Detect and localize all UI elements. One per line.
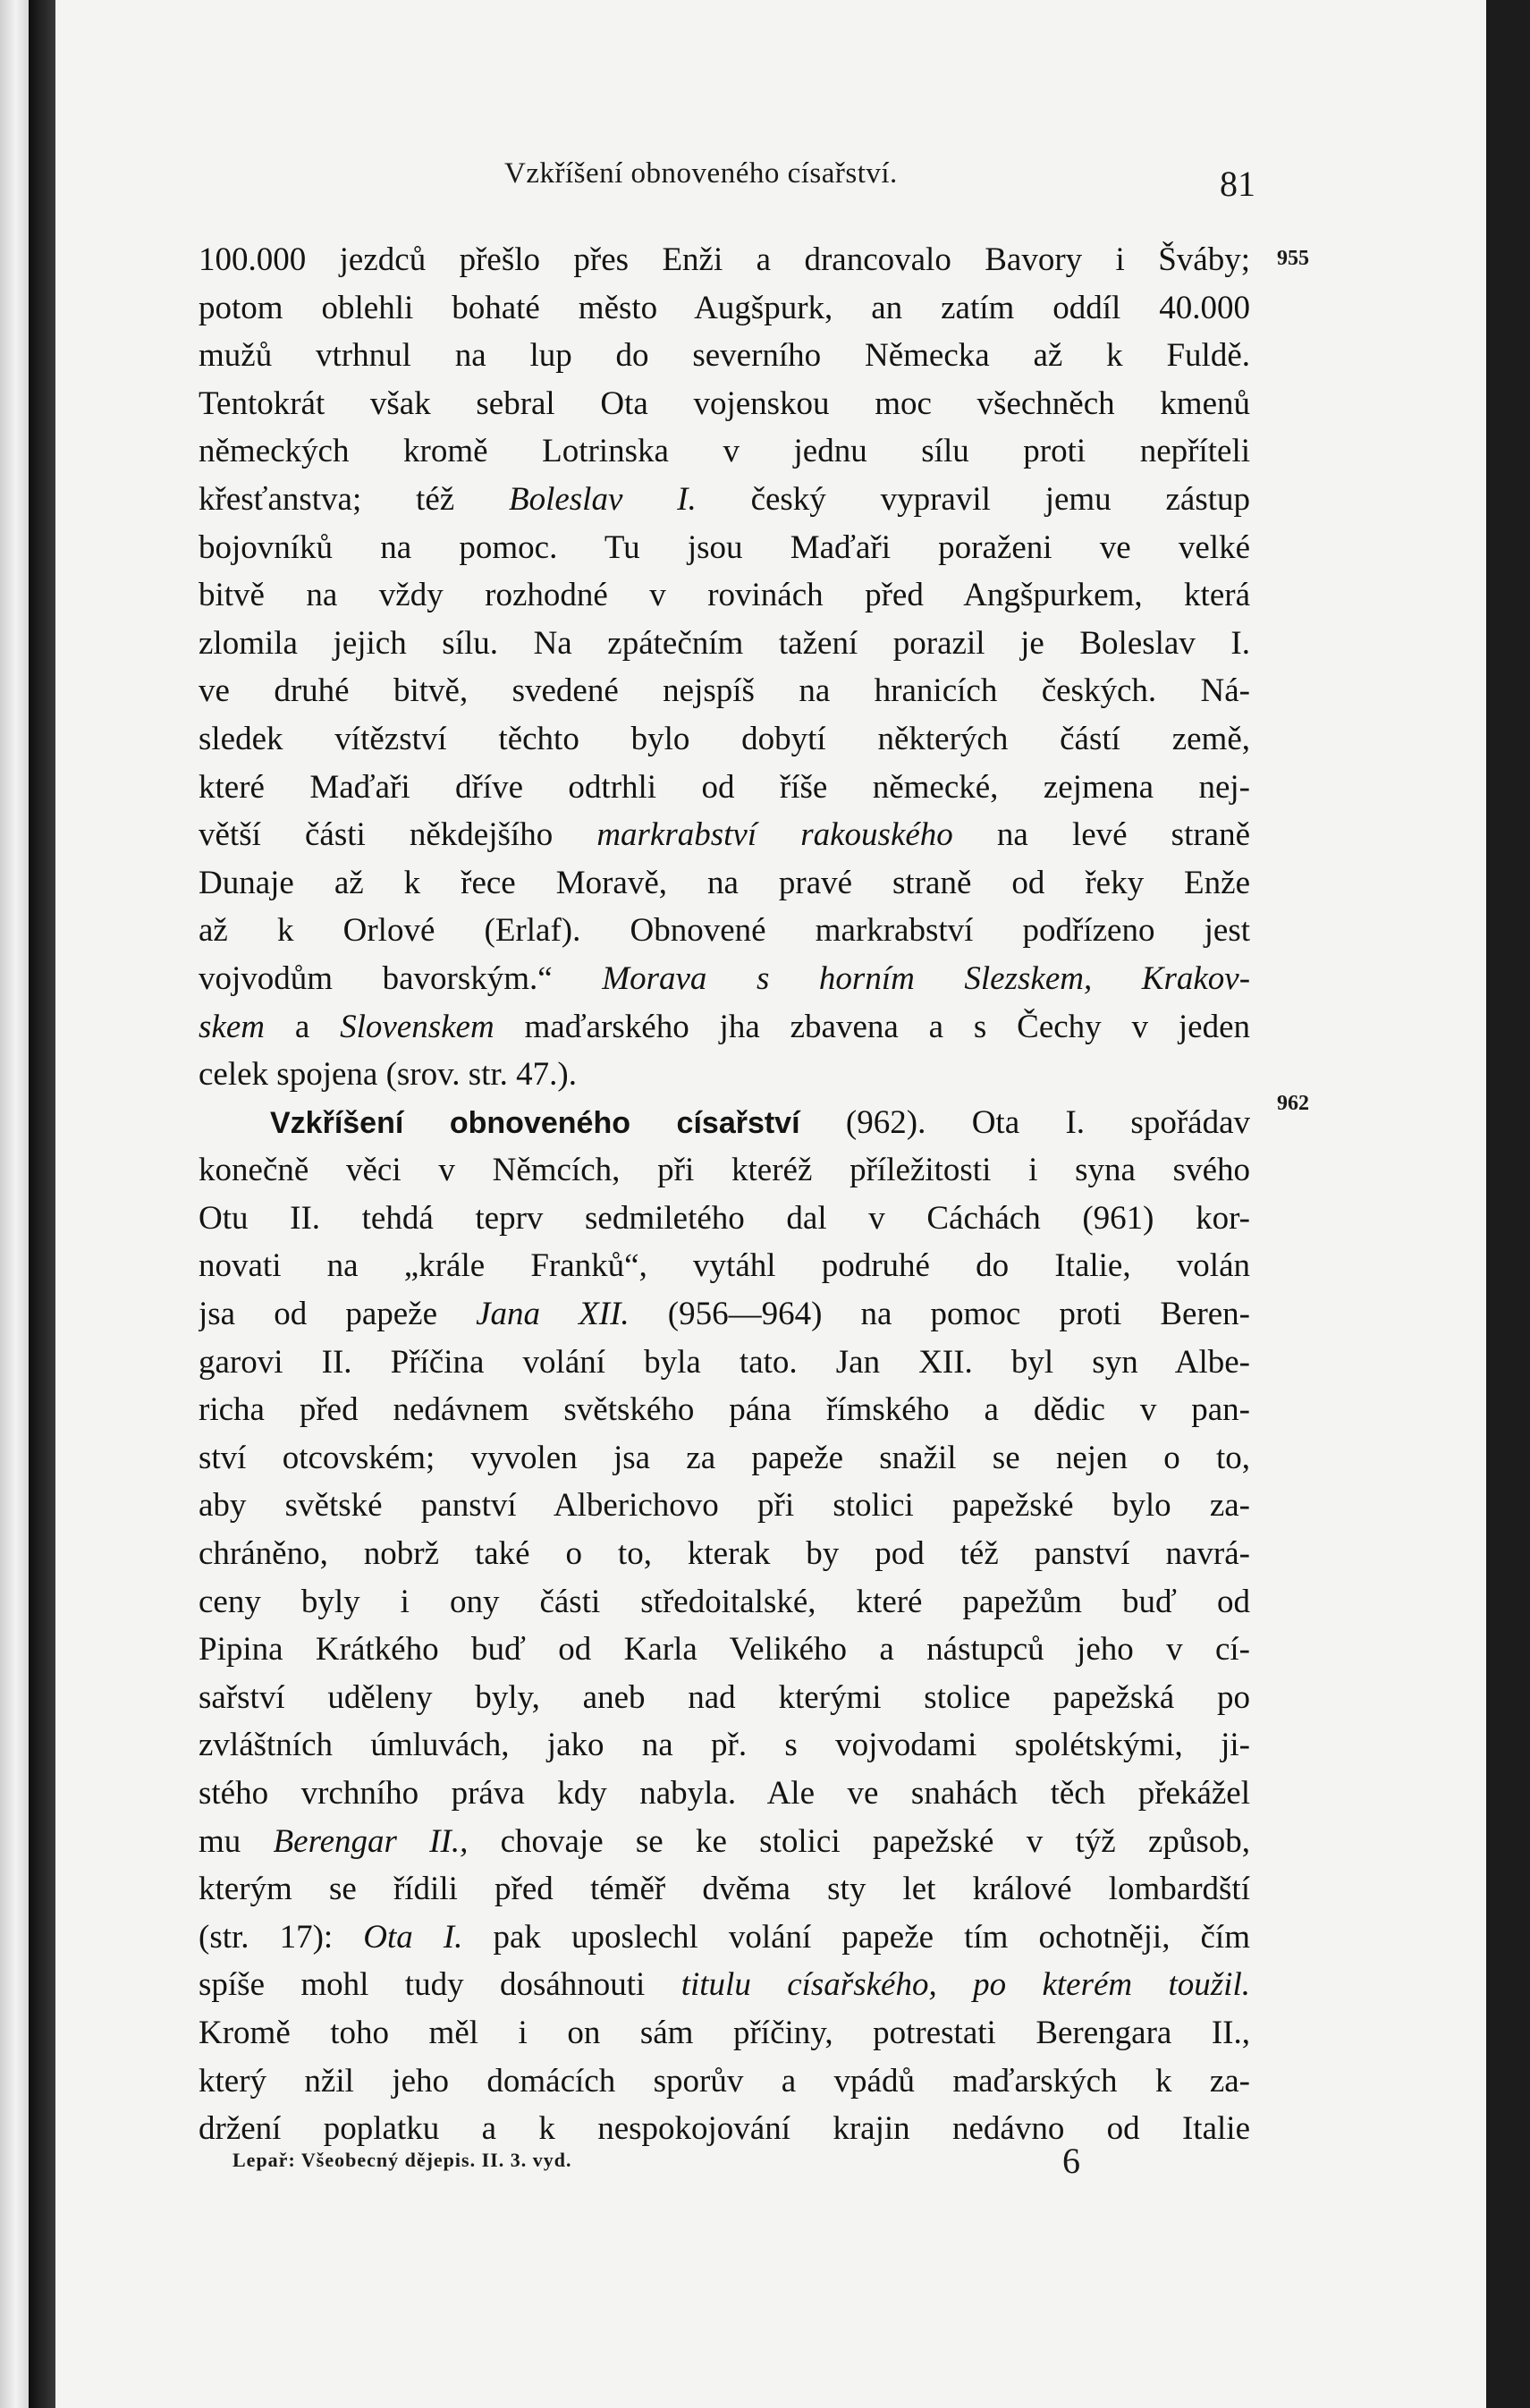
text-line: bojovníků na pomoc. Tu jsou Maďaři poraženi ve velké [199, 528, 1250, 566]
text-line: sařství uděleny byly, aneb nad kterými stolice papežská po [199, 1678, 1250, 1716]
italic-term: markrabství rakouského [596, 816, 953, 854]
text-line: 100.000 jezdců přešlo přes Enži a drancovalo Bavory i Šváby; [199, 241, 1250, 278]
text-line: Kromě toho měl i on sám příčiny, potrestati Berengara II., [199, 2014, 1250, 2051]
body-text [199, 236, 1250, 2153]
text-line: Pipina Krátkého buď od Karla Velikého a nástupců jeho v cí- [199, 1631, 1250, 1669]
text-line: křesťanstva; též Boleslav I. český vypravil jemu zástup [199, 480, 1250, 518]
text-line: vojvodům bavorským.“ Morava s horním Slezskem, Krakov- [199, 959, 1250, 997]
section-heading: Vzkříšení obnoveného císařství [270, 1105, 800, 1140]
margin-year-962: 962 [1277, 1092, 1309, 1115]
running-title: Vzkříšení obnoveného císařství. [504, 157, 898, 190]
book-gutter [29, 0, 55, 2408]
text-line: Tentokrát však sebral Ota vojenskou moc všechněch kmenů [199, 384, 1250, 422]
text-line: spíše mohl tudy dosáhnouti titulu císařského, po kterém toužil. [199, 1966, 1250, 2004]
text-line: zvláštních úmluvách, jako na př. s vojvodami spolétskými, ji- [199, 1727, 1250, 1764]
text-line: mu Berengar II., chovaje se ke stolici papežské v týž způsob, [199, 1822, 1250, 1860]
text-line: potom oblehli bohaté město Augšpurk, an zatím oddíl 40.000 [199, 289, 1250, 326]
text-line: který nžil jeho domácích sporův a vpádů maďarských k za- [199, 2062, 1250, 2100]
text-line: které Maďaři dříve odtrhli od říše německé, zejmena nej- [199, 768, 1250, 806]
text-line: bitvě na vždy rozhodné v rovinách před Angšpurkem, která [199, 577, 1250, 614]
italic-term: titulu císařského, po kterém toužil. [680, 1966, 1250, 2004]
text-line: jsa od papeže Jana XII. (956—964) na pomoc proti Beren- [199, 1296, 1250, 1333]
italic-name: Berengar II., [273, 1822, 469, 1860]
text-line: zlomila jejich sílu. Na zpátečním tažení porazil je Boleslav I. [199, 624, 1250, 662]
page-number: 81 [1220, 164, 1255, 204]
italic-term: Slovenskem [340, 1008, 495, 1045]
text-line: aby světské panství Alberichovo při stolici papežské bylo za- [199, 1487, 1250, 1525]
section-heading-line: Vzkříšení obnoveného císařství (962). Ota I. spořádav [270, 1103, 1250, 1141]
text-line: konečně věci v Němcích, při kteréž příležitosti i syna svého [199, 1152, 1250, 1189]
page-footer [222, 2140, 1116, 2184]
italic-term: Morava s horním Slezskem, Krakov- [602, 959, 1250, 997]
text-line: stého vrchního práva kdy nabyla. Ale ve snahách těch překážel [199, 1775, 1250, 1812]
signature-line: Lepař: Všeobecný dějepis. II. 3. vyd. [232, 2149, 572, 2171]
text-line: mužů vtrhnul na lup do severního Německa až k Fuldě. [199, 337, 1250, 375]
text-line: novati na „krále Franků“, vytáhl podruhé do Italie, volán [199, 1247, 1250, 1285]
text-line: richa před nedávnem světského pána římského a dědic v pan- [199, 1391, 1250, 1429]
text-line: ceny byly i ony části středoitalské, které papežům buď od [199, 1583, 1250, 1620]
sheet-number: 6 [1062, 2141, 1080, 2181]
page-header [504, 157, 1255, 202]
text-line: (str. 17): Ota I. pak uposlechl volání papeže tím ochotněji, čím [199, 1918, 1250, 1956]
italic-name: Ota I. [363, 1918, 463, 1956]
text-line: ve druhé bitvě, svedené nejspíš na hranicích českých. Ná- [199, 672, 1250, 710]
text-line: ství otcovském; vyvolen jsa za papeže snažil se nejen o to, [199, 1439, 1250, 1476]
previous-page-edge [0, 0, 29, 2408]
italic-name: Boleslav I. [508, 480, 697, 518]
text-line: kterým se řídili před téměř dvěma sty let králové lombardští [199, 1871, 1250, 1908]
text-line: držení poplatku a k nespokojování krajin nedávno od Italie [199, 2110, 1250, 2148]
text-line: Otu II. tehdá teprv sedmiletého dal v Cáchách (961) kor- [199, 1199, 1250, 1237]
margin-year-955: 955 [1277, 247, 1309, 270]
text-line: celek spojena (srov. str. 47.). [199, 1056, 577, 1094]
text-line: skem a Slovenskem maďarského jha zbavena a s Čechy v jeden [199, 1008, 1250, 1045]
text-line: německých kromě Lotrinska v jednu sílu proti nepříteli [199, 433, 1250, 470]
text-line: sledek vítězství těchto bylo dobytí některých částí země, [199, 720, 1250, 757]
text-line: Dunaje až k řece Moravě, na pravé straně od řeky Enže [199, 864, 1250, 901]
text-line: garovi II. Příčina volání byla tato. Jan XII. byl syn Albe- [199, 1343, 1250, 1381]
text-line: větší části někdejšího markrabství rakouského na levé straně [199, 816, 1250, 854]
italic-term: skem [199, 1008, 265, 1045]
text-line: až k Orlové (Erlaf). Obnovené markrabství podřízeno jest [199, 912, 1250, 950]
italic-name: Jana XII. [476, 1296, 630, 1333]
text-line: chráněno, nobrž také o to, kterak by pod též panství navrá- [199, 1535, 1250, 1573]
